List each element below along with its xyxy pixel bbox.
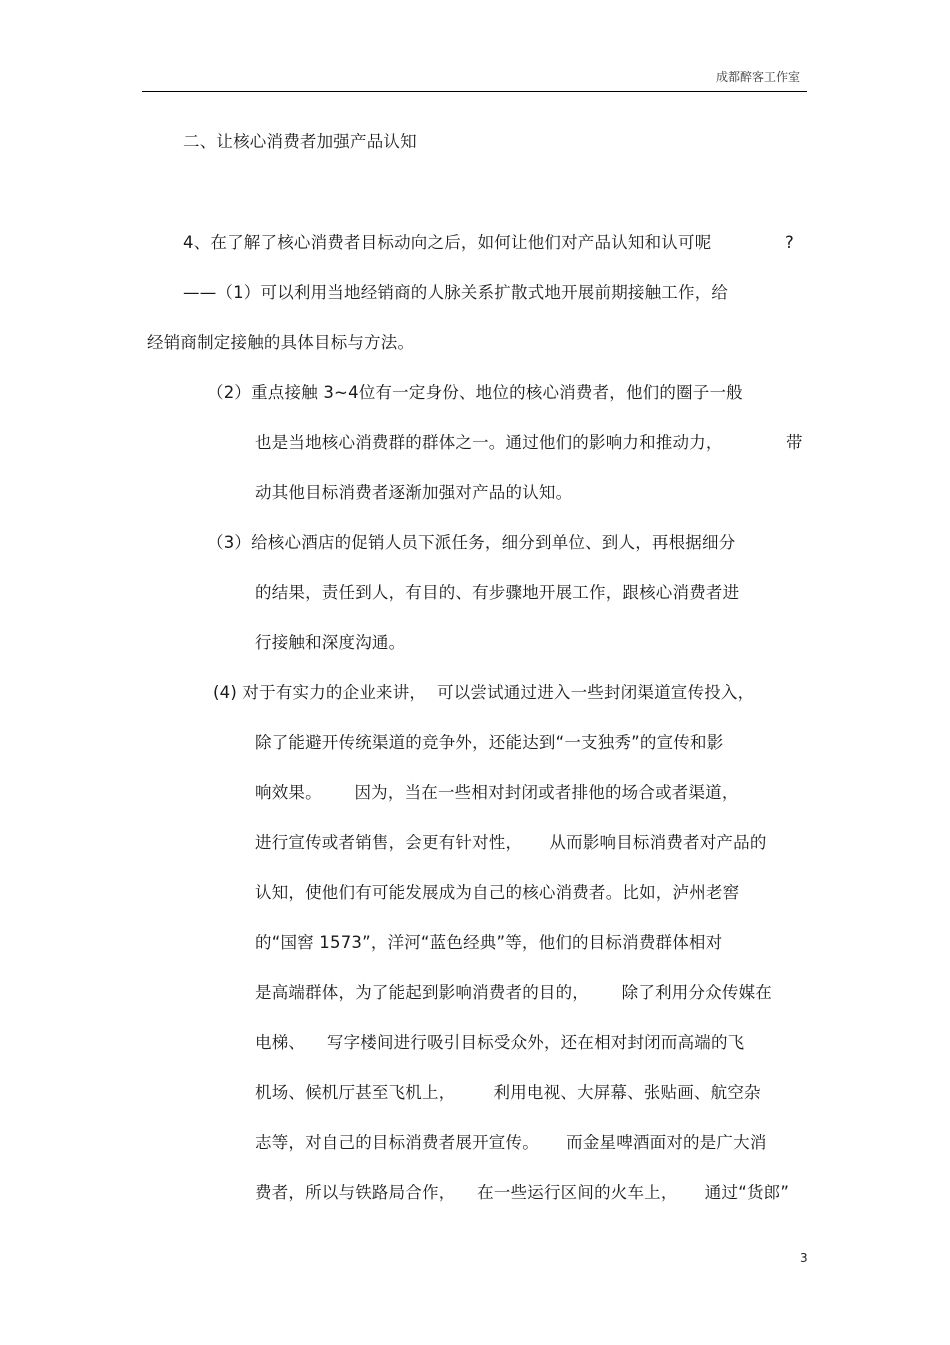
header-divider xyxy=(142,91,807,92)
item-2-line-2: 也是当地核心消费群的群体之一。通过他们的影响力和推动力， xyxy=(255,433,723,452)
item-4-line-3: 响效果。 因为，当在一些相对封闭或者排他的场合或者渠道， xyxy=(255,783,739,802)
page-header: 成都醉客工作室 xyxy=(715,70,800,84)
item-3-line-3: 行接触和深度沟通。 xyxy=(255,633,406,652)
item-4-line-7: 是高端群体，为了能起到影响消费者的目的， 除了利用分众传媒在 xyxy=(255,983,772,1002)
section-heading: 二、让核心消费者加强产品认知 xyxy=(183,132,417,151)
item-4-line-5: 认知，使他们有可能发展成为自己的核心消费者。比如，泸州老窖 xyxy=(255,883,740,902)
page-number: 3 xyxy=(800,1251,808,1265)
answer-intro-line-1: ——（1）可以利用当地经销商的人脉关系扩散式地开展前期接触工作，给 xyxy=(183,283,729,302)
item-4-line-10: 志等，对自己的目标消费者展开宣传。 而金星啤酒面对的是广大消 xyxy=(255,1133,767,1152)
item-4-line-9: 机场、候机厅甚至飞机上， 利用电视、大屏幕、张贴画、航空杂 xyxy=(255,1083,761,1102)
item-2-line-1: （2）重点接触 3~4位有一定身份、地位的核心消费者，他们的圈子一般 xyxy=(207,383,743,402)
item-4-line-2: 除了能避开传统渠道的竞争外，还能达到“一支独秀”的宣传和影 xyxy=(255,733,724,752)
item-3-line-1: （3）给核心酒店的促销人员下派任务，细分到单位、到人，再根据细分 xyxy=(207,533,736,552)
item-4-line-4: 进行宣传或者销售，会更有针对性， 从而影响目标消费者对产品的 xyxy=(255,833,767,852)
item-2-line-2-end: 带 xyxy=(786,433,803,452)
item-4-line-6: 的“国窖 1573”，洋河“蓝色经典”等，他们的目标消费群体相对 xyxy=(255,933,723,952)
item-3-line-2: 的结果，责任到人，有目的、有步骤地开展工作，跟核心消费者进 xyxy=(255,583,740,602)
question-mark: ? xyxy=(785,233,794,252)
question-text: 4、在了解了核心消费者目标动向之后，如何让他们对产品认知和认可呢 xyxy=(183,233,712,252)
answer-intro-line-2: 经销商制定接触的具体目标与方法。 xyxy=(147,333,415,352)
item-4-line-8: 电梯、 写字楼间进行吸引目标受众外，还在相对封闭而高端的飞 xyxy=(255,1033,745,1052)
item-4-line-1: (4) 对于有实力的企业来讲， 可以尝试通过进入一些封闭渠道宣传投入， xyxy=(213,683,755,702)
item-4-line-11: 费者，所以与铁路局合作， 在一些运行区间的火车上， 通过“货郎” xyxy=(255,1183,790,1202)
item-2-line-3: 动其他目标消费者逐渐加强对产品的认知。 xyxy=(255,483,573,502)
